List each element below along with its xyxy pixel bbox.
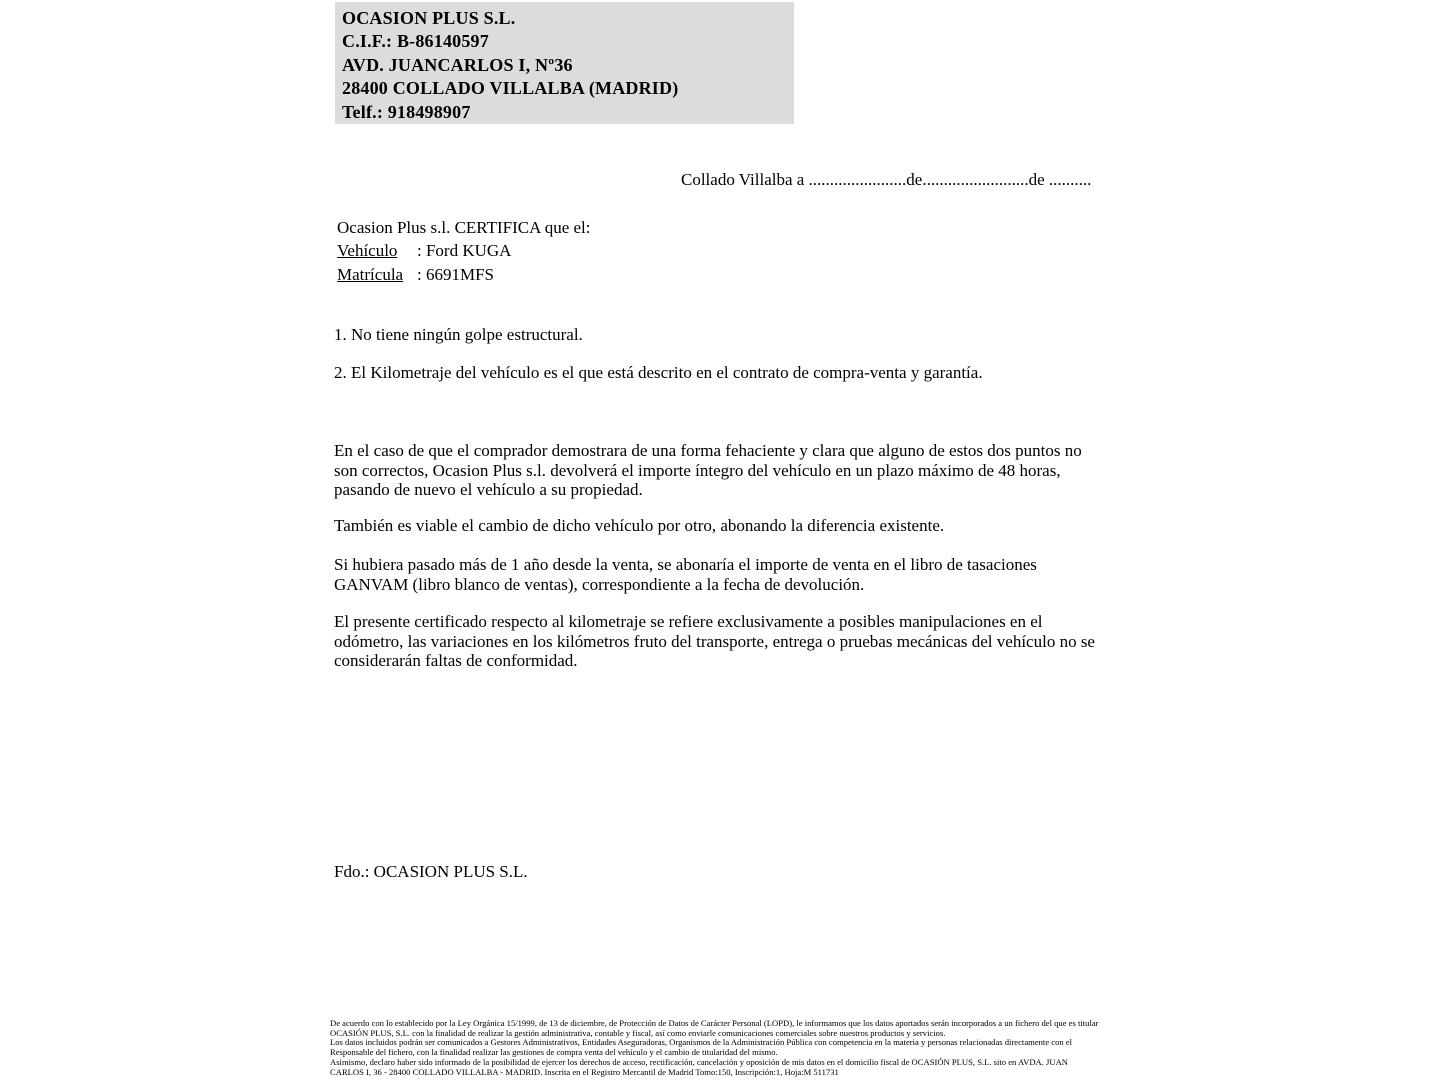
vehicle-label-wrap [337, 239, 417, 262]
company-address: AVD. JUANCARLOS I, Nº36 [342, 54, 573, 75]
body-paragraph-2: También es viable el cambio de dicho vehículo por otro, abonando la diferencia existente. [334, 516, 945, 535]
plate-value: : 6691MFS [417, 264, 494, 284]
legal-line-3: Los datos incluidos podrán ser comunicados a Gestores Administrativos, Entidades Aseguradoras, Organismos de la Administración Pública con competencia en la materia y personas relacionadas directamente con el [330, 1037, 1073, 1048]
signature-line: Fdo.: OCASION PLUS S.L. [334, 862, 528, 881]
company-phone: Telf.: 918498907 [342, 101, 471, 122]
company-header-box [335, 2, 794, 124]
condition-item-1: 1. No tiene ningún golpe estructural. [334, 325, 583, 344]
condition-item-2: 2. El Kilometraje del vehículo es el que está descrito en el contrato de compra-venta y garantía. [334, 363, 983, 382]
legal-line-5: Asimismo, declaro haber sido informado de la posibilidad de ejercer los derechos de acceso, rectificación, cancelación y oposición de mis datos en el domicilio fiscal de OCASIÓN PLUS, S.L. sito en AVDA. JUAN [330, 1056, 1069, 1067]
plate-label: Matrícula [337, 264, 404, 284]
legal-line-6: CARLOS I, 36 - 28400 COLLADO VILLALBA - MADRID. Inscrita en el Registro Mercantil de Madrid Tomo:150, Inscripción:1, Hoja:M 511731 [330, 1066, 839, 1077]
legal-notice [330, 1019, 1099, 1077]
body-paragraph-1: En el caso de que el comprador demostrara de una forma fehaciente y clara que alguno de estos dos puntos no son correctos, Ocasion Plus s.l. devolverá el importe íntegro del vehículo en un plazo máximo de 48 horas, pasando de nuevo el vehículo a su propiedad. [334, 441, 1082, 500]
company-cif: C.I.F.: B-86140597 [342, 31, 489, 52]
certify-section [337, 216, 591, 286]
legal-line-1: De acuerdo con lo establecido por la Ley Orgánica 15/1999, de 13 de diciembre, de Protección de Datos de Carácter Personal (LOPD), le informamos que los datos aportados serán incorporados a un fichero del que es titular [330, 1018, 1099, 1028]
certify-intro: Ocasion Plus s.l. CERTIFICA que el: [337, 218, 591, 237]
date-line: Collado Villalba a .......................de.........................de .......... [681, 170, 1092, 189]
vehicle-row [337, 239, 591, 262]
body-paragraph-4: El presente certificado respecto al kilometraje se refiere exclusivamente a posibles manipulaciones en el odómetro, las variaciones en los kilómetros fruto del transporte, entrega o pruebas mecánicas del vehículo no se considerarán faltas de conformidad. [334, 612, 1095, 671]
legal-line-2: OCASIÓN PLUS, S.L. con la finalidad de realizar la gestión administrativa, contable y fiscal, así como enviarle comunicaciones comerciales sobre nuestros productos y servicios. [330, 1027, 946, 1038]
plate-row [337, 263, 591, 286]
vehicle-value: : Ford KUGA [417, 241, 512, 261]
vehicle-label: Vehículo [337, 241, 398, 261]
plate-label-wrap [337, 263, 417, 286]
company-name: OCASION PLUS S.L. [342, 8, 516, 28]
body-paragraph-3: Si hubiera pasado más de 1 año desde la venta, se abonaría el importe de venta en el libro de tasaciones GANVAM (libro blanco de ventas), correspondiente a la fecha de devolución. [334, 555, 1037, 594]
company-city: 28400 COLLADO VILLALBA (MADRID) [342, 78, 679, 99]
legal-line-4: Responsable del fichero, con la finalidad realizar las gestiones de compra venta del vehículo y el cambio de titularidad del mismo. [330, 1047, 778, 1058]
